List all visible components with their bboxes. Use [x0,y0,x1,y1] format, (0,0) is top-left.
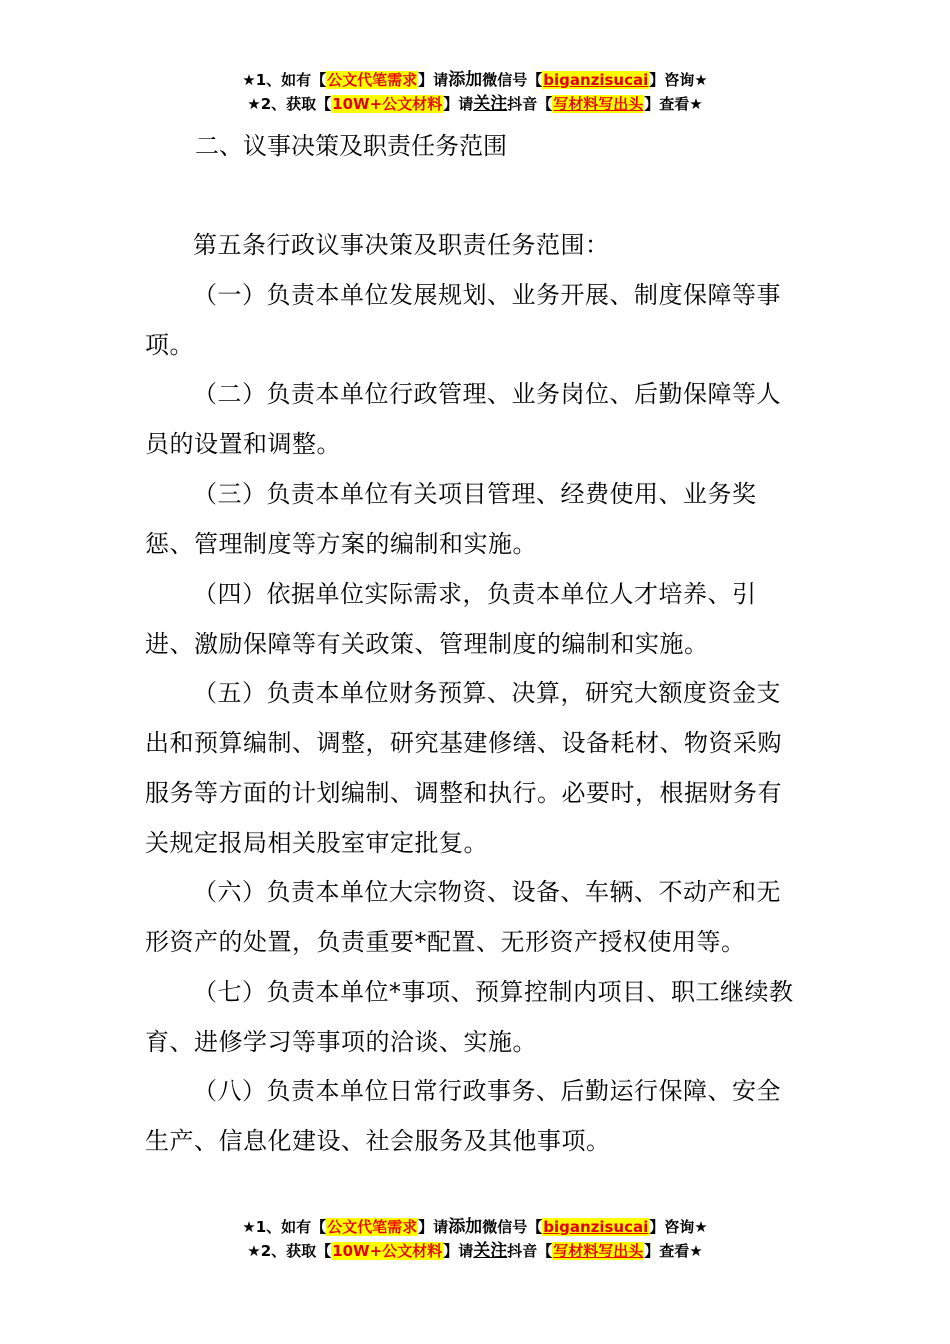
promo-highlight: 10W+公文材料 [332,95,443,113]
promo-douyin-id: 写材料写出头 [553,1242,644,1260]
promo-text: ★2、获取【 [247,95,332,113]
promo-emphasis: 关注 [473,94,508,114]
promo-line-1 [0,1215,950,1239]
promo-wechat-id: biganzisucai [543,71,649,89]
promo-emphasis: 关注 [473,1241,508,1261]
promo-wechat-id: biganzisucai [543,1218,649,1236]
promo-text: 】请 [418,1218,449,1236]
promo-text: 】请 [443,1242,474,1260]
item-3: （三）负责本单位有关项目管理、经费使用、业务奖惩、管理制度等方案的编制和实施。 [145,480,757,558]
item-2: （二）负责本单位行政管理、业务岗位、后勤保障等人员的设置和调整。 [145,380,781,458]
promo-emphasis: 添加 [448,1217,483,1237]
article-intro: 第五条行政议事决策及职责任务范围： [193,231,610,259]
item-6: （六）负责本单位大宗物资、设备、车辆、不动产和无形资产的处置，负责重要*配置、无形资产授权使用等。 [145,878,781,956]
promo-text: 微信号【 [482,1218,543,1236]
item-8: （八）负责本单位日常行政事务、后勤运行保障、安全生产、信息化建设、社会服务及其他事项。 [145,1077,781,1155]
promo-text: 】请 [443,95,474,113]
item-4: （四）依据单位实际需求，负责本单位人才培养、引进、激励保障等有关政策、管理制度的编制和实施。 [145,580,757,658]
promo-text: 抖音【 [507,95,553,113]
promo-line-2 [0,92,950,116]
promo-banner-bottom [0,1215,950,1263]
item-1: （一）负责本单位发展规划、业务开展、制度保障等事项。 [145,281,781,359]
promo-banner-top [0,68,950,116]
item-5: （五）负责本单位财务预算、决算，研究大额度资金支出和预算编制、调整，研究基建修缮、设备耗材、物资采购服务等方面的计划编制、调整和执行。必要时，根据财务有关规定报局相关股室审定批复。 [145,679,782,857]
promo-text: 】咨询★ [649,1218,708,1236]
promo-text: 】咨询★ [649,71,708,89]
promo-text: ★1、如有【 [242,1218,327,1236]
promo-text: ★2、获取【 [247,1242,332,1260]
section-heading: 二、议事决策及职责任务范围 [195,132,507,160]
promo-douyin-id: 写材料写出头 [553,95,644,113]
promo-text: 】查看★ [644,95,703,113]
promo-text: 抖音【 [507,1242,553,1260]
promo-line-1 [0,68,950,92]
promo-highlight: 10W+公文材料 [332,1242,443,1260]
promo-highlight: 公文代笔需求 [327,71,418,89]
promo-text: ★1、如有【 [242,71,327,89]
promo-line-2 [0,1239,950,1263]
promo-highlight: 公文代笔需求 [327,1218,418,1236]
promo-text: 微信号【 [482,71,543,89]
item-7: （七）负责本单位*事项、预算控制内项目、职工继续教育、进修学习等事项的洽谈、实施。 [145,978,794,1056]
promo-emphasis: 添加 [448,70,483,90]
promo-text: 】查看★ [644,1242,703,1260]
promo-text: 】请 [418,71,449,89]
